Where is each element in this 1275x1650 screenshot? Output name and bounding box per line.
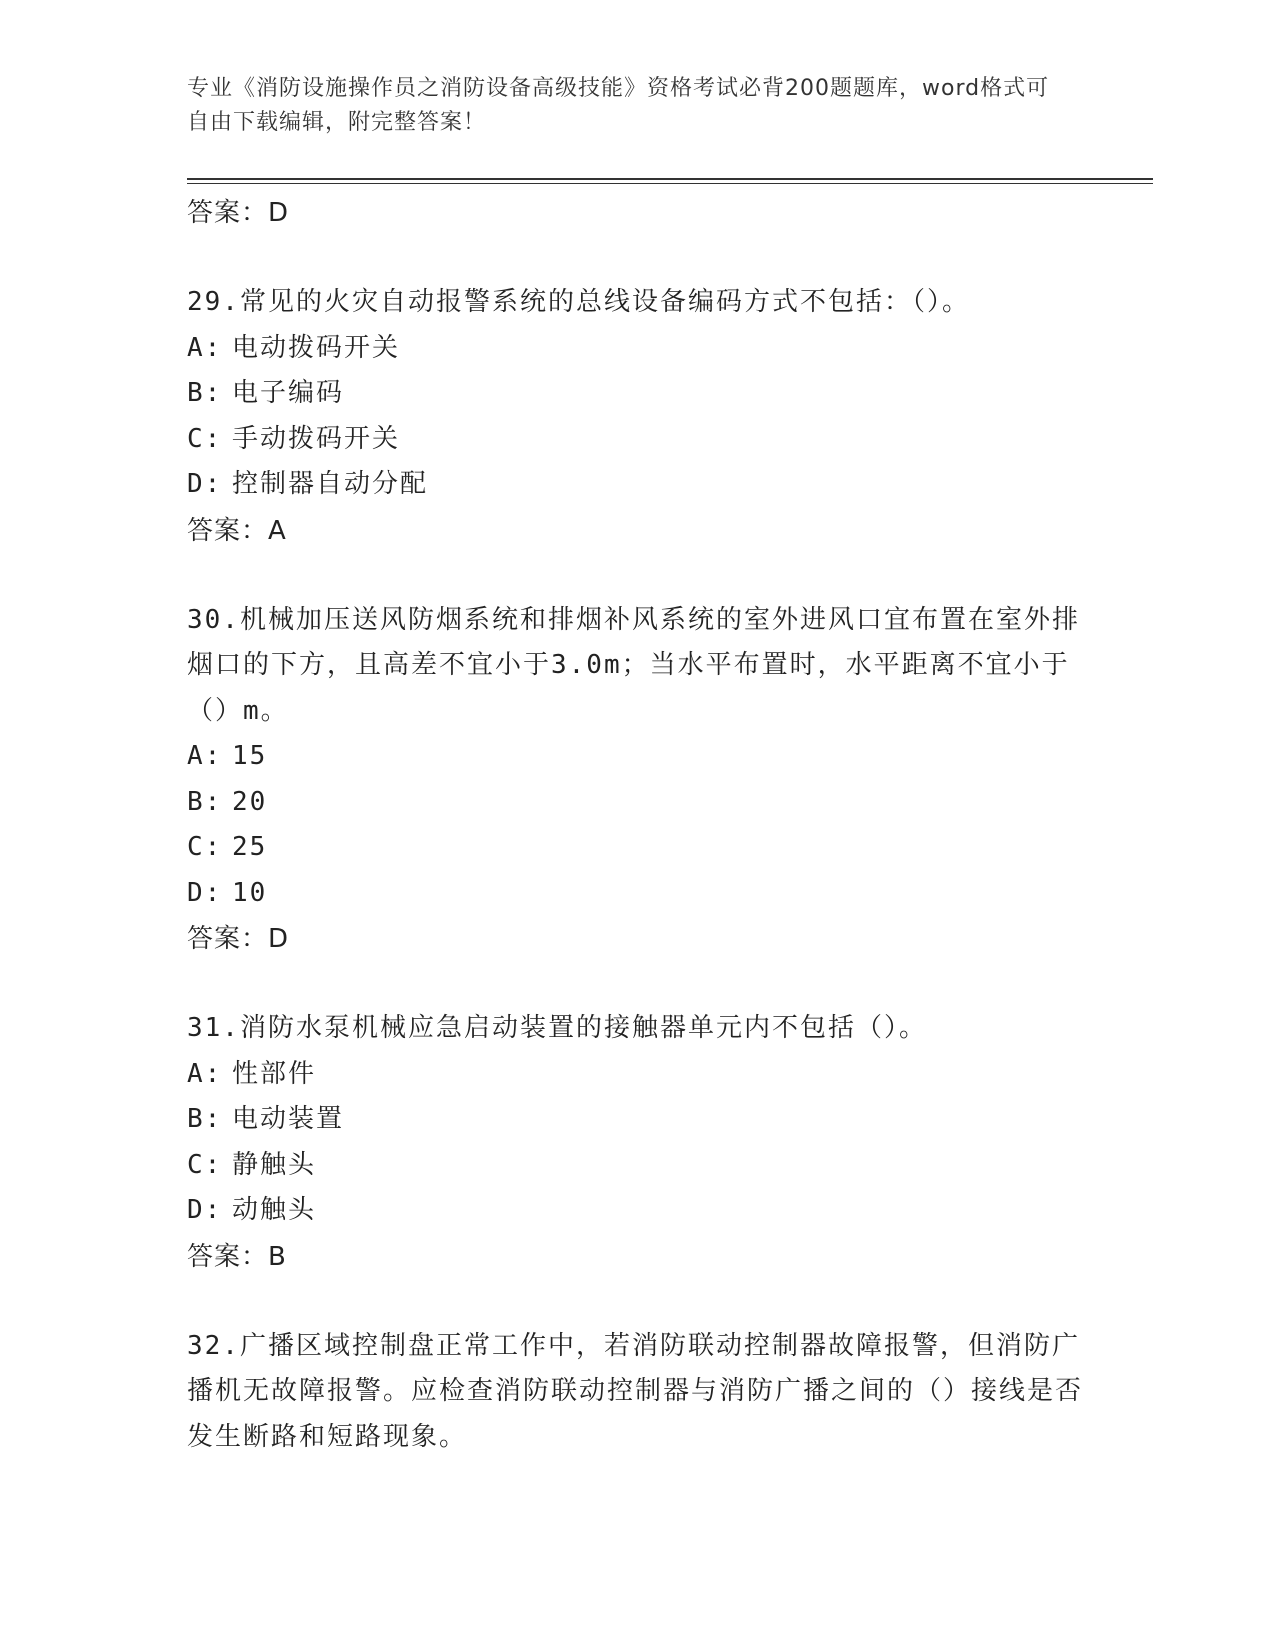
option-a [187,326,1087,372]
previous-answer: 答案：D [187,198,290,228]
option-key: C: [187,832,223,862]
answer-line: 答案：B [187,1241,287,1272]
question-block [187,598,1087,963]
option-d [187,1188,1087,1234]
question-list [187,190,1087,1460]
option-text: 10 [232,877,268,908]
option-text: 性部件 [232,1058,317,1089]
option-text: 电动装置 [232,1104,345,1134]
question-text: 29.常见的火灾自动报警系统的总线设备编码方式不包括：（）。 [187,287,970,317]
question-text: 32.广播区域控制盘正常工作中，若消防联动控制器故障报警，但消防广播机无故障报警。应检查消防联动控制器与消防广播之间的（）接线是否发生断路和短路现象。 [187,1330,1084,1452]
option-text: 电子编码 [232,378,345,408]
option-text: 静触头 [232,1149,317,1180]
option-key: C: [187,423,223,454]
option-key: B: [187,786,223,817]
option-c [187,825,1087,871]
document-header: 专业《消防设施操作员之消防设备高级技能》资格考试必背200题题库，word格式可自由下载编辑，附完整答案！ [187,76,1050,135]
option-b [187,1097,1087,1143]
question-text: 30.机械加压送风防烟系统和排烟补风系统的室外进风口宜布置在室外排烟口的下方，且高差不宜小于3.0m；当水平布置时，水平距离不宜小于（）m。 [187,604,1080,726]
option-d [187,871,1087,917]
option-a [187,734,1087,780]
option-text: 控制器自动分配 [232,469,429,499]
header-divider-thick [187,178,1153,180]
option-text: 20 [232,786,268,817]
answer-line: 答案：A [187,515,287,546]
option-key: C: [187,1149,223,1180]
option-key: A: [187,1058,223,1089]
option-key: B: [187,1104,223,1134]
option-a [187,1052,1087,1098]
question-block [187,1324,1087,1461]
option-key: D: [187,877,223,908]
option-key: A: [187,332,223,363]
option-c [187,1143,1087,1189]
option-text: 15 [232,741,268,771]
option-text: 动触头 [232,1195,317,1225]
option-key: D: [187,469,223,499]
option-b [187,780,1087,826]
question-block [187,1006,1087,1280]
answer-line: 答案：D [187,924,290,954]
option-key: A: [187,741,223,771]
question-text: 31.消防水泵机械应急启动装置的接触器单元内不包括（）。 [187,1013,927,1043]
option-text: 手动拨码开关 [232,423,401,454]
option-c [187,417,1087,463]
question-block [187,280,1087,554]
header-divider-thin [187,183,1153,184]
option-key: B: [187,378,223,408]
option-text: 25 [232,832,268,862]
option-text: 电动拨码开关 [232,332,401,363]
option-b [187,371,1087,417]
option-key: D: [187,1195,223,1225]
option-d [187,462,1087,508]
